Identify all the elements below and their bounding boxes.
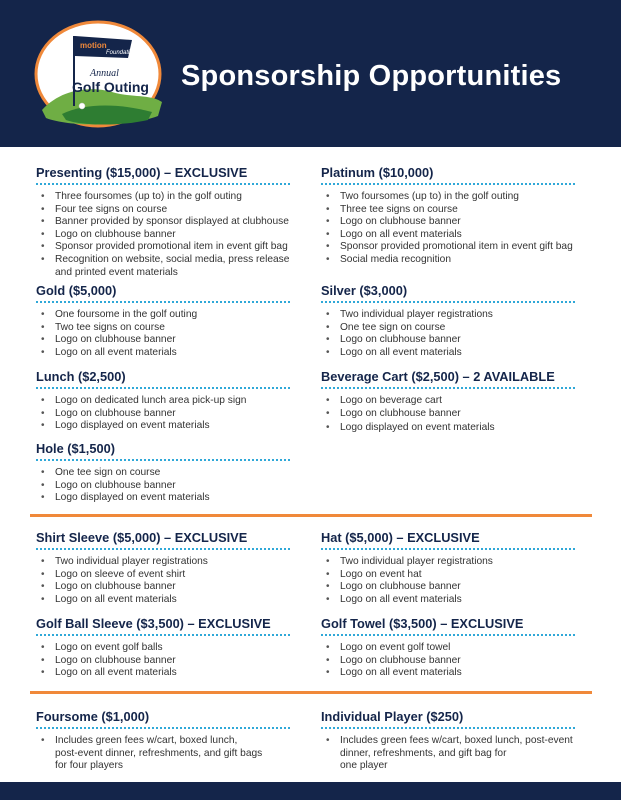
list-item: • Two individual player registrations [36,556,298,569]
benefit-list [321,309,583,359]
benefit-list [36,642,298,680]
list-item-continued: post-event dinner, refreshments, and gift bags [55,747,263,759]
svg-text:Golf Outing: Golf Outing [72,79,149,95]
list-item: • Includes green fees w/cart, boxed lunch, [36,735,298,748]
section-title: Lunch ($2,500) [36,369,126,384]
benefit-list [321,395,591,435]
list-item: • Social media recognition [321,254,583,267]
dotted-divider [36,548,290,553]
section-divider [30,514,592,517]
sponsor-gold [36,283,298,359]
sponsor-beverage-cart [321,369,591,435]
list-item: • Logo on clubhouse banner [321,334,583,347]
section-title: Silver ($3,000) [321,283,408,298]
section-title: Gold ($5,000) [36,283,117,298]
list-item: • Includes green fees w/cart, boxed lunch, post-event [321,735,591,748]
list-item: • Logo on all event materials [36,594,298,607]
list-item: • Two foursomes (up to) in the golf outing [321,191,583,204]
list-item: • Recognition on website, social media, press release [36,254,298,267]
list-item: • Logo on clubhouse banner [36,334,298,347]
list-item: • Logo on all event materials [36,667,298,680]
benefit-list [36,191,298,279]
sponsor-hole [36,441,298,505]
dotted-divider [321,183,575,188]
list-item: • Two tee signs on course [36,322,298,335]
section-title: Golf Towel ($3,500) – EXCLUSIVE [321,616,524,631]
svg-text:Annual: Annual [90,68,119,79]
list-item: • Logo on clubhouse banner [321,581,583,594]
list-item: • Two individual player registrations [321,556,583,569]
benefit-list [321,556,583,606]
list-item: • One tee sign on course [36,467,298,480]
list-item: • Logo on dedicated lunch area pick-up sign [36,395,298,408]
sponsor-hat [321,530,583,606]
section-title: Platinum ($10,000) [321,165,434,180]
dotted-divider [36,387,290,392]
section-title: Foursome ($1,000) [36,709,150,724]
list-item-continued: for four players [55,760,123,772]
benefit-list [321,642,583,680]
svg-text:motion: motion [80,41,107,50]
section-title: Presenting ($15,000) – EXCLUSIVE [36,165,248,180]
dotted-divider [321,301,575,306]
list-item: • Logo displayed on event materials [321,422,591,435]
list-item: • Logo on sleeve of event shirt [36,569,298,582]
list-item: • Logo on clubhouse banner [321,655,583,668]
list-item: • Logo on all event materials [321,347,583,360]
sponsor-lunch [36,369,298,433]
list-item: • Logo on event hat [321,569,583,582]
dotted-divider [321,634,575,639]
dotted-divider [36,183,290,188]
benefit-list [321,735,591,773]
sponsor-shirt-sleeve [36,530,298,606]
section-divider [30,691,592,694]
list-item-continued: dinner, refreshments, and gift bag for [340,747,507,759]
benefit-list [36,735,298,773]
registration-individual [321,709,591,773]
section-title: Hole ($1,500) [36,441,115,456]
dotted-divider [321,727,575,732]
list-item: • Logo on clubhouse banner [321,216,583,229]
dotted-divider [321,548,575,553]
dotted-divider [321,387,575,392]
list-item: • Logo on clubhouse banner [36,408,298,421]
list-item: • Logo on all event materials [321,594,583,607]
section-title: Beverage Cart ($2,500) – 2 AVAILABLE [321,369,555,384]
list-item: • Logo on event golf towel [321,642,583,655]
list-item: • Logo on all event materials [36,347,298,360]
list-item: • One foursome in the golf outing [36,309,298,322]
list-item: • Logo on clubhouse banner [321,408,591,421]
list-item: • Sponsor provided promotional item in event gift bag [321,241,583,254]
section-title: Shirt Sleeve ($5,000) – EXCLUSIVE [36,530,248,545]
dotted-divider [36,459,290,464]
list-item: • Banner provided by sponsor displayed at clubhouse [36,216,298,229]
list-item: • Logo on event golf balls [36,642,298,655]
registration-foursome [36,709,298,773]
list-item: • Logo on all event materials [321,667,583,680]
list-item: • Logo on clubhouse banner [36,655,298,668]
sponsor-silver [321,283,583,359]
header-banner [0,0,621,147]
golf-outing-logo [32,18,170,130]
list-item: • Sponsor provided promotional item in event gift bag [36,241,298,254]
footer-bar [0,782,621,800]
list-item: • Logo on clubhouse banner [36,480,298,493]
dotted-divider [36,727,290,732]
sponsor-platinum [321,165,583,267]
list-item: • Logo on clubhouse banner [36,581,298,594]
list-item: • Logo on beverage cart [321,395,591,408]
page-title: Sponsorship Opportunities [181,60,562,92]
section-title: Individual Player ($250) [321,709,464,724]
list-item-continued: one player [340,760,388,772]
list-item: • Logo displayed on event materials [36,420,298,433]
list-item: • Two individual player registrations [321,309,583,322]
list-item: • Logo on all event materials [321,229,583,242]
benefit-list [36,309,298,359]
list-item: and printed event materials [55,266,178,278]
list-item: • Four tee signs on course [36,204,298,217]
section-title: Golf Ball Sleeve ($3,500) – EXCLUSIVE [36,616,271,631]
dotted-divider [36,634,290,639]
sponsor-golf-ball-sleeve [36,616,298,680]
list-item: • Three foursomes (up to) in the golf outing [36,191,298,204]
svg-text:Foundation: Foundation [106,50,137,56]
list-item: • Logo on clubhouse banner [36,229,298,242]
section-title: Hat ($5,000) – EXCLUSIVE [321,530,480,545]
benefit-list [36,556,298,606]
dotted-divider [36,301,290,306]
benefit-list [36,467,298,505]
benefit-list [36,395,298,433]
list-item: • Logo displayed on event materials [36,492,298,505]
sponsor-golf-towel [321,616,583,680]
list-item: • Three tee signs on course [321,204,583,217]
benefit-list [321,191,583,267]
list-item: • One tee sign on course [321,322,583,335]
sponsor-presenting [36,165,298,279]
